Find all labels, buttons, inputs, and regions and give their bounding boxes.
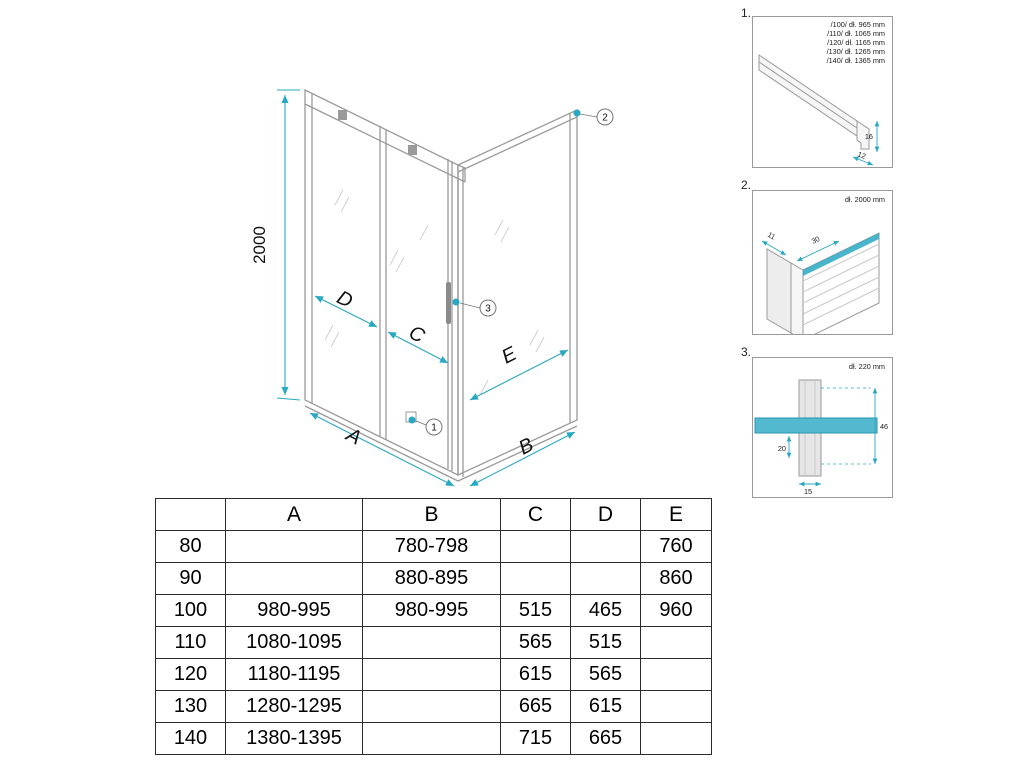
cell-A: 1280-1295: [226, 691, 363, 723]
detail-3-drawing: [753, 358, 892, 497]
cell-size: 120: [156, 659, 226, 691]
cell-A: [226, 563, 363, 595]
table-row-90: [156, 563, 712, 595]
dimension-labels: [250, 226, 537, 459]
cell-E: [641, 723, 712, 755]
cell-size: 90: [156, 563, 226, 595]
callout-dot-1: [409, 417, 416, 424]
wall-profile-bar: [759, 55, 869, 149]
cell-B: 980-995: [363, 595, 501, 627]
profile-length-list: [827, 20, 885, 65]
cell-B: [363, 723, 501, 755]
door-roller-left: [338, 110, 347, 120]
cell-C: [501, 563, 571, 595]
dim-label-D: D: [333, 286, 357, 313]
callout-dot-2: [574, 110, 581, 117]
cell-C: 715: [501, 723, 571, 755]
dim-label-A: A: [342, 423, 365, 450]
detail-1-number: 1.: [741, 6, 752, 20]
dim-11-label: 11: [766, 229, 778, 242]
cell-B: 880-895: [363, 563, 501, 595]
cell-D: [571, 563, 641, 595]
cell-E: [641, 659, 712, 691]
cell-D: 465: [571, 595, 641, 627]
detail-2-number: 2.: [741, 178, 752, 192]
length-option-130: /130/ dł. 1265 mm: [826, 47, 885, 56]
dim-label-C: C: [405, 321, 429, 348]
cell-B: [363, 627, 501, 659]
dim-label-B: B: [515, 433, 538, 460]
col-header-D: D: [571, 499, 641, 531]
cell-A: 1180-1195: [226, 659, 363, 691]
length-option-110: /110/ dł. 1065 mm: [827, 29, 885, 38]
door-roller-right: [408, 145, 417, 155]
cell-C: 615: [501, 659, 571, 691]
cell-E: [641, 627, 712, 659]
isometric-diagram: [230, 0, 680, 500]
detail-3-box: [752, 357, 893, 498]
length-option-120: /120/ dł. 1165 mm: [827, 38, 885, 47]
col-header-E: E: [641, 499, 712, 531]
cell-E: 760: [641, 531, 712, 563]
cell-B: 780-798: [363, 531, 501, 563]
cell-A: 1080-1095: [226, 627, 363, 659]
cell-C: 665: [501, 691, 571, 723]
cell-E: 960: [641, 595, 712, 627]
cell-C: 515: [501, 595, 571, 627]
detail-2-box: [752, 190, 893, 335]
detail-3-number: 3.: [741, 345, 752, 359]
col-header-A: A: [226, 499, 363, 531]
dim-20-label: 20: [777, 444, 786, 453]
cell-size: 130: [156, 691, 226, 723]
wall-profile-section: [767, 249, 803, 334]
cell-size: 110: [156, 627, 226, 659]
callout-dot-3: [453, 299, 460, 306]
cell-C: [501, 531, 571, 563]
cell-size: 100: [156, 595, 226, 627]
callout-number-3: 3: [485, 303, 491, 315]
length-option-100: /100/ dł. 965 mm: [830, 20, 885, 29]
table-row-140: [156, 723, 712, 755]
detail-1-drawing: [753, 17, 892, 167]
cell-D: 515: [571, 627, 641, 659]
cell-A: 980-995: [226, 595, 363, 627]
col-header-B: B: [363, 499, 501, 531]
table-row-80: [156, 531, 712, 563]
dim-30-label: 30: [809, 234, 822, 246]
dim-16-label: 16: [864, 132, 873, 141]
dim-label-E: E: [498, 342, 521, 369]
cell-A: [226, 531, 363, 563]
dim-12-label: 12: [856, 149, 868, 161]
cell-B: [363, 659, 501, 691]
height-dimension-label: 2000: [250, 226, 269, 264]
cell-E: 860: [641, 563, 712, 595]
cell-D: 615: [571, 691, 641, 723]
cell-D: 565: [571, 659, 641, 691]
detail-2-length-label: dł. 2000 mm: [844, 195, 885, 204]
cell-B: [363, 691, 501, 723]
detail-1-box: [752, 16, 893, 168]
cell-A: 1380-1395: [226, 723, 363, 755]
table-header-row: [156, 499, 712, 531]
cell-D: [571, 531, 641, 563]
cell-E: [641, 691, 712, 723]
length-option-140: /140/ dł. 1365 mm: [826, 56, 885, 65]
callouts: [409, 109, 614, 435]
cell-size: 80: [156, 531, 226, 563]
glass-panel-section: [803, 233, 879, 334]
stabilizer-bar: [755, 418, 877, 433]
table-row-130: [156, 691, 712, 723]
dimensions-table: [155, 498, 712, 755]
detail-2-drawing: [753, 191, 892, 334]
callout-number-2: 2: [602, 112, 608, 124]
dim-15-label: 15: [804, 487, 813, 496]
table-row-100: [156, 595, 712, 627]
cell-D: 665: [571, 723, 641, 755]
table-row-120: [156, 659, 712, 691]
callout-number-1: 1: [431, 422, 437, 434]
detail-3-length-label: dł. 220 mm: [848, 362, 885, 371]
cell-C: 565: [501, 627, 571, 659]
col-header-C: C: [501, 499, 571, 531]
table-row-110: [156, 627, 712, 659]
cell-size: 140: [156, 723, 226, 755]
door-handle: [446, 282, 451, 324]
dim-46-label: 46: [880, 422, 889, 431]
col-header-size: [156, 499, 226, 531]
